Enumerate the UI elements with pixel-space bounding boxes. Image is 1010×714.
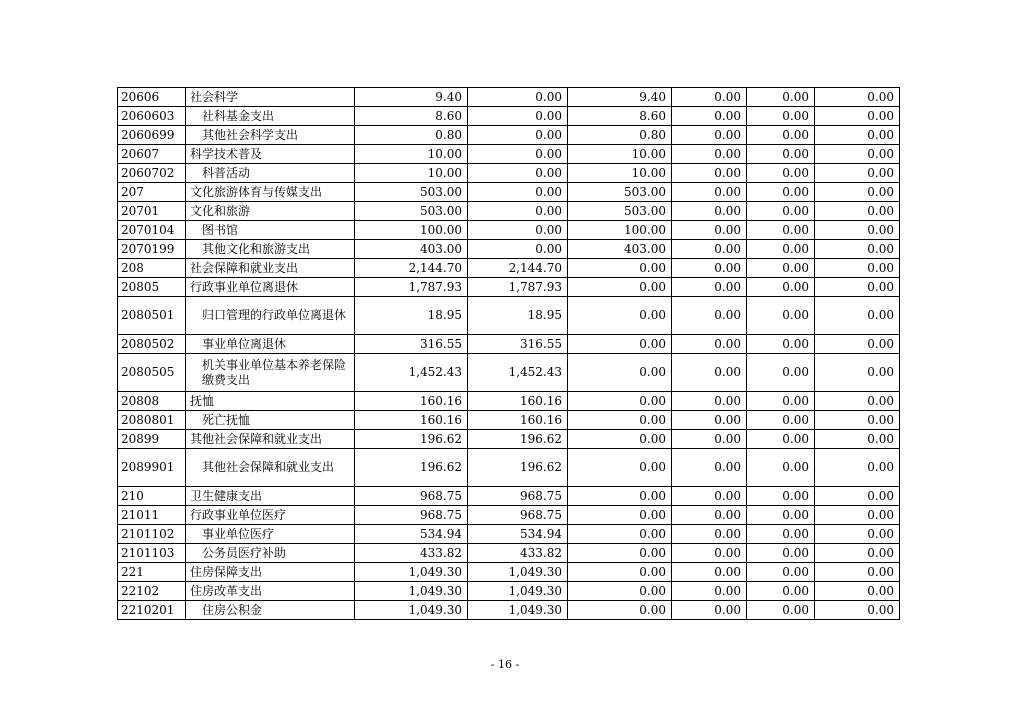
amount-cell: 0.00 xyxy=(468,240,568,259)
subject-name-cell: 行政事业单位医疗 xyxy=(186,506,355,525)
amount-cell: 0.00 xyxy=(568,430,672,449)
amount-cell: 0.00 xyxy=(815,164,900,183)
amount-cell: 0.80 xyxy=(355,126,468,145)
amount-cell: 10.00 xyxy=(568,164,672,183)
subject-name-cell: 住房保障支出 xyxy=(186,563,355,582)
amount-cell: 18.95 xyxy=(355,297,468,335)
amount-cell: 1,049.30 xyxy=(468,601,568,620)
amount-cell: 503.00 xyxy=(568,202,672,221)
amount-cell: 0.00 xyxy=(747,259,815,278)
amount-cell: 0.00 xyxy=(815,183,900,202)
amount-cell: 9.40 xyxy=(355,88,468,107)
table-row xyxy=(118,278,900,297)
subject-code-cell: 2101102 xyxy=(118,525,186,544)
subject-name-cell: 死亡抚恤 xyxy=(186,411,355,430)
amount-cell: 403.00 xyxy=(355,240,468,259)
amount-cell: 433.82 xyxy=(355,544,468,563)
amount-cell: 433.82 xyxy=(468,544,568,563)
amount-cell: 1,049.30 xyxy=(355,582,468,601)
amount-cell: 0.00 xyxy=(568,506,672,525)
table-row xyxy=(118,259,900,278)
amount-cell: 0.00 xyxy=(815,544,900,563)
amount-cell: 196.62 xyxy=(355,430,468,449)
table-row xyxy=(118,392,900,411)
table-row xyxy=(118,145,900,164)
subject-name-cell: 归口管理的行政单位离退休 xyxy=(186,297,355,335)
amount-cell: 1,787.93 xyxy=(355,278,468,297)
amount-cell: 0.00 xyxy=(568,259,672,278)
table-row xyxy=(118,582,900,601)
amount-cell: 0.00 xyxy=(815,582,900,601)
amount-cell: 2,144.70 xyxy=(355,259,468,278)
subject-code-cell: 210 xyxy=(118,487,186,506)
amount-cell: 0.00 xyxy=(815,430,900,449)
amount-cell: 0.00 xyxy=(468,221,568,240)
amount-cell: 968.75 xyxy=(355,506,468,525)
subject-code-cell: 2210201 xyxy=(118,601,186,620)
amount-cell: 0.00 xyxy=(747,335,815,354)
amount-cell: 968.75 xyxy=(468,506,568,525)
amount-cell: 0.00 xyxy=(568,278,672,297)
subject-code-cell: 2060699 xyxy=(118,126,186,145)
amount-cell: 403.00 xyxy=(568,240,672,259)
table-row xyxy=(118,487,900,506)
amount-cell: 0.00 xyxy=(747,240,815,259)
subject-code-cell: 2080801 xyxy=(118,411,186,430)
amount-cell: 0.00 xyxy=(672,430,747,449)
table-row xyxy=(118,506,900,525)
amount-cell: 503.00 xyxy=(568,183,672,202)
amount-cell: 1,049.30 xyxy=(355,601,468,620)
amount-cell: 0.00 xyxy=(815,145,900,164)
amount-cell: 534.94 xyxy=(355,525,468,544)
subject-name-cell: 其他社会保障和就业支出 xyxy=(186,430,355,449)
amount-cell: 8.60 xyxy=(568,107,672,126)
amount-cell: 0.00 xyxy=(468,107,568,126)
amount-cell: 0.00 xyxy=(815,259,900,278)
amount-cell: 316.55 xyxy=(355,335,468,354)
subject-code-cell: 208 xyxy=(118,259,186,278)
page-number: - 16 - xyxy=(490,658,520,671)
table-row xyxy=(118,202,900,221)
amount-cell: 0.00 xyxy=(815,107,900,126)
subject-name-cell: 事业单位离退休 xyxy=(186,335,355,354)
amount-cell: 0.00 xyxy=(815,297,900,335)
subject-name-cell: 住房改革支出 xyxy=(186,582,355,601)
subject-code-cell: 221 xyxy=(118,563,186,582)
amount-cell: 0.00 xyxy=(568,411,672,430)
amount-cell: 18.95 xyxy=(468,297,568,335)
table-row xyxy=(118,240,900,259)
amount-cell: 1,452.43 xyxy=(468,354,568,392)
amount-cell: 0.00 xyxy=(672,126,747,145)
amount-cell: 0.00 xyxy=(568,525,672,544)
subject-code-cell: 20607 xyxy=(118,145,186,164)
subject-name-cell: 行政事业单位离退休 xyxy=(186,278,355,297)
amount-cell: 0.00 xyxy=(815,354,900,392)
amount-cell: 0.00 xyxy=(815,278,900,297)
subject-name-cell: 其他文化和旅游支出 xyxy=(186,240,355,259)
table-row xyxy=(118,126,900,145)
budget-expenditure-table xyxy=(117,87,900,620)
amount-cell: 160.16 xyxy=(355,392,468,411)
subject-code-cell: 207 xyxy=(118,183,186,202)
table-row xyxy=(118,297,900,335)
amount-cell: 0.00 xyxy=(568,582,672,601)
amount-cell: 0.00 xyxy=(747,202,815,221)
amount-cell: 0.00 xyxy=(747,126,815,145)
amount-cell: 10.00 xyxy=(355,145,468,164)
subject-name-cell: 社科基金支出 xyxy=(186,107,355,126)
amount-cell: 0.00 xyxy=(815,525,900,544)
amount-cell: 0.00 xyxy=(747,297,815,335)
amount-cell: 0.00 xyxy=(747,221,815,240)
amount-cell: 1,049.30 xyxy=(468,563,568,582)
subject-name-cell: 其他社会保障和就业支出 xyxy=(186,449,355,487)
amount-cell: 10.00 xyxy=(568,145,672,164)
amount-cell: 0.00 xyxy=(672,411,747,430)
table-row xyxy=(118,88,900,107)
amount-cell: 0.00 xyxy=(568,487,672,506)
amount-cell: 0.00 xyxy=(747,563,815,582)
amount-cell: 160.16 xyxy=(355,411,468,430)
amount-cell: 0.00 xyxy=(672,392,747,411)
subject-code-cell: 2101103 xyxy=(118,544,186,563)
amount-cell: 0.00 xyxy=(468,126,568,145)
amount-cell: 1,787.93 xyxy=(468,278,568,297)
amount-cell: 0.00 xyxy=(747,107,815,126)
amount-cell: 0.00 xyxy=(672,164,747,183)
amount-cell: 0.00 xyxy=(815,449,900,487)
subject-name-cell: 事业单位医疗 xyxy=(186,525,355,544)
subject-code-cell: 2070199 xyxy=(118,240,186,259)
amount-cell: 0.00 xyxy=(568,354,672,392)
subject-name-cell: 卫生健康支出 xyxy=(186,487,355,506)
subject-code-cell: 2089901 xyxy=(118,449,186,487)
subject-code-cell: 2080501 xyxy=(118,297,186,335)
amount-cell: 0.00 xyxy=(672,259,747,278)
amount-cell: 0.00 xyxy=(815,601,900,620)
amount-cell: 0.00 xyxy=(747,183,815,202)
amount-cell: 503.00 xyxy=(355,183,468,202)
amount-cell: 0.00 xyxy=(672,202,747,221)
subject-name-cell: 图书馆 xyxy=(186,221,355,240)
table-row xyxy=(118,601,900,620)
amount-cell: 0.00 xyxy=(815,126,900,145)
subject-name-cell: 社会科学 xyxy=(186,88,355,107)
amount-cell: 0.00 xyxy=(672,449,747,487)
amount-cell: 0.00 xyxy=(672,183,747,202)
table-row xyxy=(118,221,900,240)
amount-cell: 0.00 xyxy=(672,221,747,240)
subject-name-cell: 住房公积金 xyxy=(186,601,355,620)
table-row xyxy=(118,525,900,544)
subject-name-cell: 社会保障和就业支出 xyxy=(186,259,355,278)
subject-name-cell: 抚恤 xyxy=(186,392,355,411)
subject-name-cell: 机关事业单位基本养老保险缴费支出 xyxy=(186,354,355,392)
amount-cell: 196.62 xyxy=(468,430,568,449)
amount-cell: 0.00 xyxy=(815,335,900,354)
amount-cell: 0.00 xyxy=(747,392,815,411)
amount-cell: 0.00 xyxy=(672,278,747,297)
amount-cell: 0.00 xyxy=(747,601,815,620)
table-row xyxy=(118,449,900,487)
subject-code-cell: 2060702 xyxy=(118,164,186,183)
amount-cell: 0.00 xyxy=(672,88,747,107)
amount-cell: 0.00 xyxy=(468,164,568,183)
amount-cell: 160.16 xyxy=(468,411,568,430)
amount-cell: 1,049.30 xyxy=(355,563,468,582)
amount-cell: 0.00 xyxy=(568,601,672,620)
subject-name-cell: 科学技术普及 xyxy=(186,145,355,164)
amount-cell: 968.75 xyxy=(468,487,568,506)
amount-cell: 0.00 xyxy=(747,487,815,506)
amount-cell: 1,452.43 xyxy=(355,354,468,392)
amount-cell: 100.00 xyxy=(355,221,468,240)
table-row xyxy=(118,411,900,430)
amount-cell: 0.00 xyxy=(747,354,815,392)
amount-cell: 0.00 xyxy=(672,107,747,126)
table-body xyxy=(118,88,900,620)
amount-cell: 0.00 xyxy=(468,88,568,107)
subject-code-cell: 22102 xyxy=(118,582,186,601)
amount-cell: 0.00 xyxy=(747,164,815,183)
amount-cell: 0.00 xyxy=(815,240,900,259)
table-row xyxy=(118,164,900,183)
amount-cell: 100.00 xyxy=(568,221,672,240)
table-row xyxy=(118,183,900,202)
subject-name-cell: 文化旅游体育与传媒支出 xyxy=(186,183,355,202)
subject-code-cell: 2080502 xyxy=(118,335,186,354)
amount-cell: 0.00 xyxy=(815,202,900,221)
amount-cell: 0.00 xyxy=(672,601,747,620)
amount-cell: 0.00 xyxy=(747,88,815,107)
subject-name-cell: 科普活动 xyxy=(186,164,355,183)
amount-cell: 9.40 xyxy=(568,88,672,107)
amount-cell: 0.00 xyxy=(468,145,568,164)
amount-cell: 0.00 xyxy=(747,145,815,164)
amount-cell: 8.60 xyxy=(355,107,468,126)
amount-cell: 0.00 xyxy=(672,544,747,563)
subject-name-cell: 文化和旅游 xyxy=(186,202,355,221)
amount-cell: 0.00 xyxy=(815,487,900,506)
subject-code-cell: 20606 xyxy=(118,88,186,107)
amount-cell: 0.00 xyxy=(672,297,747,335)
amount-cell: 0.00 xyxy=(747,506,815,525)
amount-cell: 0.00 xyxy=(468,183,568,202)
table-row xyxy=(118,335,900,354)
amount-cell: 0.00 xyxy=(747,430,815,449)
table-row xyxy=(118,563,900,582)
subject-code-cell: 2070104 xyxy=(118,221,186,240)
table-row xyxy=(118,544,900,563)
amount-cell: 0.00 xyxy=(568,563,672,582)
amount-cell: 316.55 xyxy=(468,335,568,354)
amount-cell: 1,049.30 xyxy=(468,582,568,601)
amount-cell: 10.00 xyxy=(355,164,468,183)
subject-code-cell: 2080505 xyxy=(118,354,186,392)
amount-cell: 0.00 xyxy=(672,582,747,601)
subject-code-cell: 20805 xyxy=(118,278,186,297)
amount-cell: 0.00 xyxy=(672,240,747,259)
amount-cell: 0.80 xyxy=(568,126,672,145)
amount-cell: 968.75 xyxy=(355,487,468,506)
amount-cell: 0.00 xyxy=(815,563,900,582)
amount-cell: 534.94 xyxy=(468,525,568,544)
amount-cell: 0.00 xyxy=(672,335,747,354)
amount-cell: 0.00 xyxy=(747,582,815,601)
subject-code-cell: 20701 xyxy=(118,202,186,221)
amount-cell: 0.00 xyxy=(568,392,672,411)
subject-code-cell: 21011 xyxy=(118,506,186,525)
subject-name-cell: 其他社会科学支出 xyxy=(186,126,355,145)
table-row xyxy=(118,107,900,126)
amount-cell: 0.00 xyxy=(815,411,900,430)
amount-cell: 0.00 xyxy=(568,544,672,563)
amount-cell: 0.00 xyxy=(747,278,815,297)
amount-cell: 0.00 xyxy=(747,449,815,487)
amount-cell: 0.00 xyxy=(568,297,672,335)
subject-name-cell: 公务员医疗补助 xyxy=(186,544,355,563)
amount-cell: 0.00 xyxy=(672,145,747,164)
amount-cell: 0.00 xyxy=(747,411,815,430)
amount-cell: 0.00 xyxy=(468,202,568,221)
amount-cell: 0.00 xyxy=(672,525,747,544)
amount-cell: 0.00 xyxy=(672,506,747,525)
amount-cell: 0.00 xyxy=(815,221,900,240)
amount-cell: 0.00 xyxy=(672,487,747,506)
amount-cell: 0.00 xyxy=(568,449,672,487)
amount-cell: 503.00 xyxy=(355,202,468,221)
amount-cell: 0.00 xyxy=(815,392,900,411)
subject-code-cell: 2060603 xyxy=(118,107,186,126)
amount-cell: 196.62 xyxy=(355,449,468,487)
amount-cell: 196.62 xyxy=(468,449,568,487)
amount-cell: 0.00 xyxy=(568,335,672,354)
amount-cell: 0.00 xyxy=(672,563,747,582)
amount-cell: 2,144.70 xyxy=(468,259,568,278)
amount-cell: 0.00 xyxy=(747,544,815,563)
amount-cell: 0.00 xyxy=(815,88,900,107)
amount-cell: 0.00 xyxy=(815,506,900,525)
subject-code-cell: 20808 xyxy=(118,392,186,411)
table-row xyxy=(118,430,900,449)
amount-cell: 0.00 xyxy=(747,525,815,544)
amount-cell: 0.00 xyxy=(672,354,747,392)
amount-cell: 160.16 xyxy=(468,392,568,411)
subject-code-cell: 20899 xyxy=(118,430,186,449)
table-row xyxy=(118,354,900,392)
